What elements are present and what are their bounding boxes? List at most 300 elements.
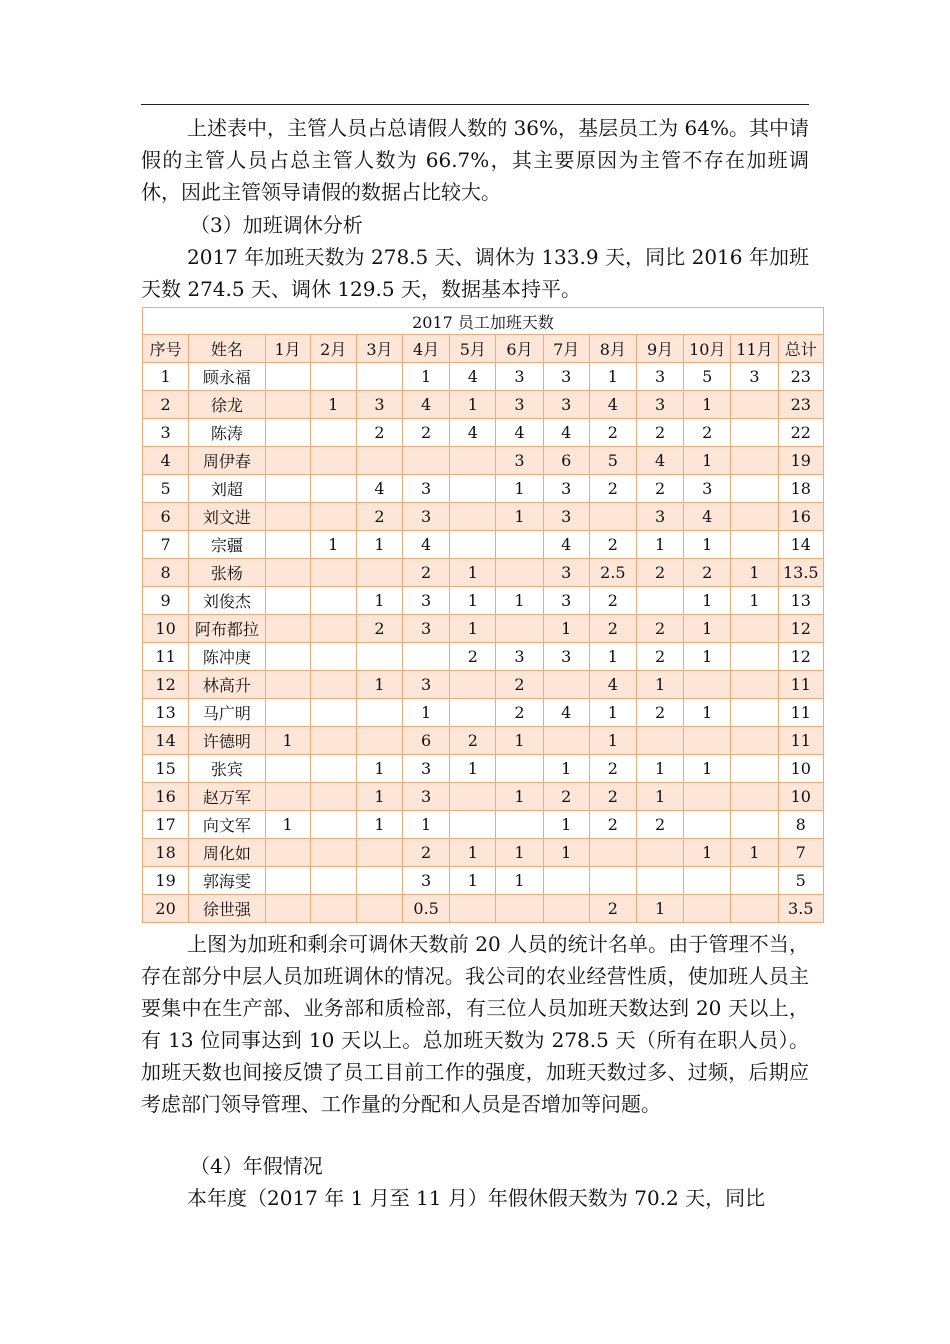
table-cell: [636, 839, 683, 867]
table-cell: 许德明: [189, 727, 265, 755]
table-cell: 3: [403, 587, 450, 615]
table-cell: [731, 615, 778, 643]
table-cell: 3.5: [778, 895, 823, 923]
table-cell: 1: [543, 839, 589, 867]
table-cell: 3: [543, 391, 589, 419]
paragraph-overtime-comparison: 2017 年加班天数为 278.5 天、调休为 133.9 天，同比 2016 年加班天数 274.5 天、调休 129.5 天，数据基本持平。: [141, 245, 809, 301]
table-cell: 4: [403, 531, 450, 559]
table-cell: [310, 783, 356, 811]
table-cell: 1: [450, 755, 496, 783]
table-cell: 11: [778, 699, 823, 727]
table-cell: [356, 559, 402, 587]
table-cell: 12: [143, 671, 189, 699]
table-cell: 1: [265, 811, 310, 839]
table-cell: 2: [636, 475, 683, 503]
table-cell: [450, 783, 496, 811]
table-cell: 6: [143, 503, 189, 531]
table-cell: [310, 587, 356, 615]
column-header: 2月: [310, 335, 356, 363]
table-title: 2017 员工加班天数: [143, 308, 824, 335]
table-cell: [543, 867, 589, 895]
table-row: [143, 867, 824, 895]
table-cell: 4: [543, 419, 589, 447]
table-cell: [265, 559, 310, 587]
table-cell: 10: [778, 783, 823, 811]
table-row: [143, 671, 824, 699]
table-cell: 2: [636, 615, 683, 643]
table-cell: 13: [143, 699, 189, 727]
table-cell: [543, 727, 589, 755]
table-cell: 3: [143, 419, 189, 447]
column-header: 5月: [450, 335, 496, 363]
table-cell: 徐世强: [189, 895, 265, 923]
table-cell: [265, 391, 310, 419]
table-cell: 19: [778, 447, 823, 475]
table-cell: 1: [636, 895, 683, 923]
table-cell: [731, 867, 778, 895]
table-cell: 2: [589, 811, 636, 839]
table-cell: 2: [589, 475, 636, 503]
table-cell: 2: [356, 615, 402, 643]
column-header: 8月: [589, 335, 636, 363]
table-cell: 2: [403, 839, 450, 867]
table-cell: 2.5: [589, 559, 636, 587]
table-cell: 1: [496, 727, 543, 755]
table-cell: [731, 699, 778, 727]
table-cell: 2: [356, 503, 402, 531]
table-cell: 2: [589, 615, 636, 643]
table-cell: [684, 727, 731, 755]
table-cell: 14: [143, 727, 189, 755]
column-header: 3月: [356, 335, 402, 363]
table-cell: [403, 447, 450, 475]
table-cell: 2: [589, 783, 636, 811]
table-cell: 4: [496, 419, 543, 447]
table-cell: 1: [403, 363, 450, 391]
table-cell: [450, 503, 496, 531]
table-cell: 3: [496, 363, 543, 391]
table-cell: 1: [684, 615, 731, 643]
table-cell: 5: [684, 363, 731, 391]
table-cell: 林高升: [189, 671, 265, 699]
table-cell: 1: [589, 727, 636, 755]
table-cell: [265, 867, 310, 895]
table-cell: 14: [778, 531, 823, 559]
table-cell: 1: [356, 811, 402, 839]
table-body: [143, 363, 824, 923]
table-cell: [265, 671, 310, 699]
table-cell: 3: [496, 391, 543, 419]
table-cell: 5: [778, 867, 823, 895]
table-cell: [356, 699, 402, 727]
table-cell: [310, 755, 356, 783]
table-cell: 1: [684, 643, 731, 671]
table-cell: 23: [778, 363, 823, 391]
table-cell: [265, 839, 310, 867]
table-cell: [310, 811, 356, 839]
table-cell: 1: [450, 615, 496, 643]
table-cell: 13: [778, 587, 823, 615]
table-cell: [265, 503, 310, 531]
table-cell: [496, 755, 543, 783]
table-row: [143, 531, 824, 559]
table-cell: 15: [143, 755, 189, 783]
table-cell: 2: [496, 671, 543, 699]
table-cell: 2: [636, 699, 683, 727]
table-cell: 向文军: [189, 811, 265, 839]
table-cell: 张宾: [189, 755, 265, 783]
table-cell: 11: [143, 643, 189, 671]
table-cell: 2: [589, 419, 636, 447]
table-cell: 3: [636, 391, 683, 419]
table-cell: [310, 867, 356, 895]
table-cell: 5: [589, 447, 636, 475]
table-cell: 2: [636, 419, 683, 447]
table-cell: 2: [636, 559, 683, 587]
table-cell: 18: [143, 839, 189, 867]
table-cell: [265, 447, 310, 475]
table-cell: 顾永福: [189, 363, 265, 391]
table-cell: 1: [543, 811, 589, 839]
table-cell: [265, 895, 310, 923]
table-cell: [731, 643, 778, 671]
table-cell: 1: [731, 587, 778, 615]
table-cell: [310, 727, 356, 755]
table-cell: 6: [403, 727, 450, 755]
table-cell: 9: [143, 587, 189, 615]
table-cell: 4: [636, 447, 683, 475]
table-cell: [496, 531, 543, 559]
table-cell: 16: [778, 503, 823, 531]
table-cell: 13.5: [778, 559, 823, 587]
table-row: [143, 811, 824, 839]
table-cell: [589, 839, 636, 867]
table-cell: 20: [143, 895, 189, 923]
table-cell: [265, 783, 310, 811]
column-header: 9月: [636, 335, 683, 363]
table-cell: 4: [450, 363, 496, 391]
table-cell: 4: [143, 447, 189, 475]
table-cell: 11: [778, 671, 823, 699]
table-cell: 陈涛: [189, 419, 265, 447]
table-cell: [310, 363, 356, 391]
table-cell: 4: [684, 503, 731, 531]
column-header: 总计: [778, 335, 823, 363]
table-cell: [310, 643, 356, 671]
table-cell: [450, 811, 496, 839]
table-cell: [589, 503, 636, 531]
table-cell: 4: [543, 699, 589, 727]
column-header: 姓名: [189, 335, 265, 363]
table-cell: 3: [636, 503, 683, 531]
table-cell: 6: [543, 447, 589, 475]
table-cell: 22: [778, 419, 823, 447]
table-row: [143, 587, 824, 615]
table-cell: 2: [589, 531, 636, 559]
table-cell: 3: [403, 671, 450, 699]
table-cell: 1: [496, 867, 543, 895]
table-cell: [356, 839, 402, 867]
table-cell: 12: [778, 643, 823, 671]
table-cell: 3: [636, 363, 683, 391]
table-row: [143, 839, 824, 867]
table-cell: 3: [496, 447, 543, 475]
table-cell: 1: [543, 615, 589, 643]
table-cell: [636, 727, 683, 755]
table-cell: 3: [403, 783, 450, 811]
table-header-row: [143, 335, 824, 363]
table-cell: [310, 447, 356, 475]
table-cell: 刘超: [189, 475, 265, 503]
table-cell: [731, 811, 778, 839]
table-cell: 2: [143, 391, 189, 419]
table-cell: 4: [356, 475, 402, 503]
table-cell: 2: [356, 419, 402, 447]
table-cell: 23: [778, 391, 823, 419]
table-cell: 1: [356, 671, 402, 699]
column-header: 序号: [143, 335, 189, 363]
table-cell: [356, 895, 402, 923]
heading-overtime-analysis: （3）加班调休分析: [190, 213, 363, 237]
table-cell: 3: [403, 503, 450, 531]
table-cell: 徐龙: [189, 391, 265, 419]
table-cell: [496, 811, 543, 839]
table-row: [143, 615, 824, 643]
table-cell: 1: [496, 839, 543, 867]
header-rule: [141, 104, 809, 105]
table-cell: 1: [731, 839, 778, 867]
table-cell: 1: [496, 783, 543, 811]
table-cell: 1: [496, 475, 543, 503]
table-cell: [450, 699, 496, 727]
table-cell: [450, 671, 496, 699]
table-cell: 1: [356, 755, 402, 783]
table-cell: [310, 475, 356, 503]
table-cell: [636, 587, 683, 615]
table-cell: 1: [403, 811, 450, 839]
table-cell: 郭海雯: [189, 867, 265, 895]
table-cell: [636, 867, 683, 895]
table-cell: [684, 895, 731, 923]
table-cell: 1: [143, 363, 189, 391]
table-cell: 8: [143, 559, 189, 587]
table-cell: 1: [636, 671, 683, 699]
table-cell: [310, 419, 356, 447]
table-cell: 1: [684, 587, 731, 615]
table-cell: 7: [778, 839, 823, 867]
column-header: 7月: [543, 335, 589, 363]
paragraph-leave-summary: 上述表中，主管人员占总请假人数的 36%，基层员工为 64%。其中请假的主管人员占总主管人数为 66.7%，其主要原因为主管不存在加班调休，因此主管领导请假的数据占比较大。: [141, 116, 809, 204]
table-cell: [265, 419, 310, 447]
table-cell: 1: [731, 559, 778, 587]
table-cell: [731, 503, 778, 531]
table-row: [143, 783, 824, 811]
table-cell: 1: [589, 363, 636, 391]
table-cell: 8: [778, 811, 823, 839]
table-cell: 1: [684, 391, 731, 419]
table-cell: [450, 447, 496, 475]
table-cell: 2: [684, 419, 731, 447]
table-cell: 3: [543, 363, 589, 391]
table-cell: 1: [310, 531, 356, 559]
table-row: [143, 363, 824, 391]
table-cell: [265, 615, 310, 643]
table-cell: [450, 895, 496, 923]
table-cell: 1: [310, 391, 356, 419]
table-cell: 4: [543, 531, 589, 559]
table-cell: [450, 475, 496, 503]
table-cell: 宗疆: [189, 531, 265, 559]
table-cell: 2: [403, 419, 450, 447]
table-cell: 3: [496, 643, 543, 671]
table-cell: [684, 867, 731, 895]
table-cell: 2: [589, 587, 636, 615]
table-cell: 2: [589, 895, 636, 923]
table-cell: [356, 727, 402, 755]
table-cell: [310, 839, 356, 867]
table-row: [143, 895, 824, 923]
table-cell: 陈冲庚: [189, 643, 265, 671]
table-cell: [731, 419, 778, 447]
table-cell: 5: [143, 475, 189, 503]
table-cell: 2: [636, 643, 683, 671]
table-cell: [543, 895, 589, 923]
table-cell: 1: [496, 503, 543, 531]
table-cell: 16: [143, 783, 189, 811]
table-cell: [310, 559, 356, 587]
table-cell: 4: [589, 391, 636, 419]
table-cell: 17: [143, 811, 189, 839]
table-cell: 11: [778, 727, 823, 755]
table-cell: [310, 895, 356, 923]
table-cell: [731, 475, 778, 503]
table-cell: 12: [778, 615, 823, 643]
table-cell: [496, 615, 543, 643]
table-cell: 1: [496, 587, 543, 615]
table-cell: 10: [143, 615, 189, 643]
table-cell: 1: [589, 643, 636, 671]
table-cell: 3: [684, 475, 731, 503]
table-cell: 1: [684, 755, 731, 783]
table-cell: [731, 671, 778, 699]
table-cell: [265, 363, 310, 391]
table-cell: 1: [684, 531, 731, 559]
table-cell: 1: [450, 587, 496, 615]
table-cell: 3: [403, 475, 450, 503]
table-row: [143, 391, 824, 419]
table-cell: 1: [356, 587, 402, 615]
table-cell: 1: [684, 839, 731, 867]
table-cell: 刘文进: [189, 503, 265, 531]
column-header: 11月: [731, 335, 778, 363]
table-cell: [731, 727, 778, 755]
table-cell: [265, 475, 310, 503]
table-cell: [496, 559, 543, 587]
table-cell: 2: [450, 643, 496, 671]
paragraph-annual-leave: 本年度（2017 年 1 月至 11 月）年假休假天数为 70.2 天，同比: [187, 1186, 766, 1210]
table-row: [143, 727, 824, 755]
table-row: [143, 643, 824, 671]
column-header: 1月: [265, 335, 310, 363]
table-cell: 3: [543, 503, 589, 531]
table-cell: 2: [636, 811, 683, 839]
table-cell: [543, 671, 589, 699]
table-cell: [731, 755, 778, 783]
table-cell: 1: [684, 699, 731, 727]
table-cell: 1: [636, 531, 683, 559]
column-header: 10月: [684, 335, 731, 363]
table-cell: 阿布都拉: [189, 615, 265, 643]
table-row: [143, 419, 824, 447]
table-cell: 10: [778, 755, 823, 783]
table-cell: 18: [778, 475, 823, 503]
table-row: [143, 447, 824, 475]
table-cell: 赵万军: [189, 783, 265, 811]
table-cell: [356, 447, 402, 475]
table-cell: 1: [356, 531, 402, 559]
table-cell: 周化如: [189, 839, 265, 867]
table-cell: 1: [356, 783, 402, 811]
table-cell: [684, 811, 731, 839]
table-cell: [265, 587, 310, 615]
table-cell: [310, 699, 356, 727]
table-cell: [496, 895, 543, 923]
table-cell: 1: [403, 699, 450, 727]
table-cell: 1: [589, 699, 636, 727]
table-cell: [310, 671, 356, 699]
table-cell: 1: [450, 839, 496, 867]
table-cell: [265, 531, 310, 559]
table-cell: 19: [143, 867, 189, 895]
table-row: [143, 699, 824, 727]
table-cell: [403, 643, 450, 671]
table-cell: 4: [403, 391, 450, 419]
overtime-table: [142, 307, 824, 923]
table-cell: [589, 867, 636, 895]
table-cell: 3: [403, 615, 450, 643]
table-cell: 3: [543, 587, 589, 615]
table-cell: 3: [543, 643, 589, 671]
table-cell: [356, 867, 402, 895]
table-cell: 马广明: [189, 699, 265, 727]
table-cell: 2: [450, 727, 496, 755]
table-cell: [731, 895, 778, 923]
table-row: [143, 755, 824, 783]
table-cell: 4: [450, 419, 496, 447]
heading-annual-leave: （4）年假情况: [190, 1154, 323, 1178]
table-cell: 1: [265, 727, 310, 755]
table-cell: [265, 643, 310, 671]
table-cell: [684, 783, 731, 811]
table-cell: 1: [450, 867, 496, 895]
table-cell: [731, 783, 778, 811]
table-cell: [450, 531, 496, 559]
table-cell: 7: [143, 531, 189, 559]
table-cell: 3: [403, 755, 450, 783]
table-cell: 刘俊杰: [189, 587, 265, 615]
table-cell: [310, 503, 356, 531]
table-row: [143, 559, 824, 587]
table-cell: [265, 699, 310, 727]
table-cell: [310, 615, 356, 643]
table-cell: [356, 363, 402, 391]
table-cell: 1: [543, 755, 589, 783]
table-cell: [731, 531, 778, 559]
column-header: 6月: [496, 335, 543, 363]
table-cell: 3: [403, 867, 450, 895]
table-cell: 张杨: [189, 559, 265, 587]
table-row: [143, 475, 824, 503]
